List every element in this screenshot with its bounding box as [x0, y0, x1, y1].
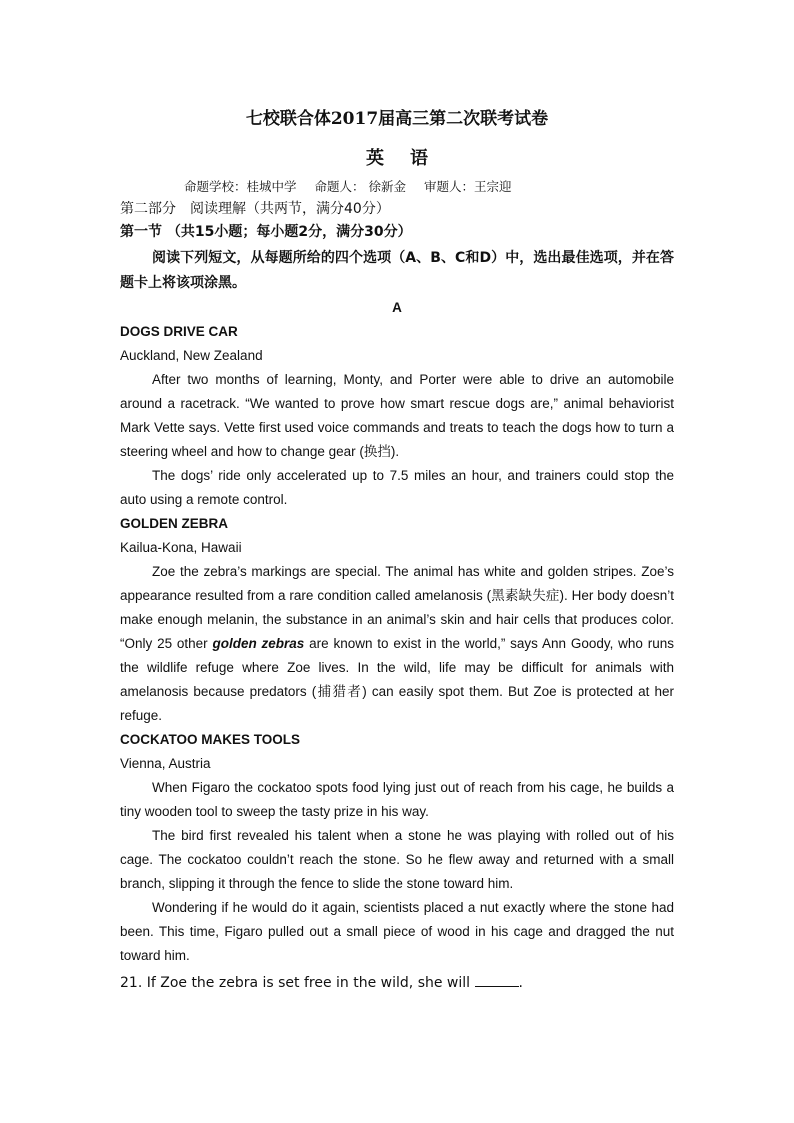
- answer-blank: [475, 974, 519, 987]
- story-paragraph: [120, 560, 674, 728]
- story-paragraph: After two months of learning, Monty, and Porter were able to drive an automobile around a racetrack. “We wanted to prove how smart rescue dogs are,” animal behaviorist Mark Vette says. Vette first used voice commands and treats to teach the dogs how to turn a steering wheel and how to change gear (换挡).: [120, 372, 674, 459]
- story-title: GOLDEN ZEBRA: [120, 516, 228, 531]
- passage-letter: A: [392, 300, 402, 315]
- question-text: If Zoe the zebra is set free in the wild, she will: [146, 975, 471, 991]
- story-place: Auckland, New Zealand: [120, 348, 263, 363]
- story-paragraph: The dogs’ ride only accelerated up to 7.5 miles an hour, and trainers could stop the auto using a remote control.: [120, 468, 674, 507]
- credit-school: 命题学校：桂城中学: [184, 179, 297, 194]
- question-end: .: [518, 975, 523, 991]
- part-heading: 第二部分 阅读理解（共两节，满分40分）: [120, 201, 390, 217]
- story-paragraph: When Figaro the cockatoo spots food lying just out of reach from his cage, he builds a tiny wooden tool to sweep the tasty prize in his way.: [120, 780, 674, 819]
- credits-line: [184, 176, 674, 198]
- story-place: Vienna, Austria: [120, 756, 211, 771]
- instruction-text: 阅读下列短文，从每题所给的四个选项（A、B、C和D）中，选出最佳选项，并在答题卡上将该项涂黑。: [120, 250, 674, 291]
- credit-reviewer: 审题人：王宗迎: [423, 179, 512, 194]
- story-title: DOGS DRIVE CAR: [120, 324, 238, 339]
- section-heading: 第一节 （共15小题；每小题2分，满分30分）: [120, 224, 412, 240]
- credit-author: 命题人： 徐新金: [314, 179, 406, 194]
- text-run: are known to exist in the world,” says Ann Goody, who runs the wildlife refuge where Zoe lives. In the wild, life may be difficult for animals with amelanosis because predators (捕猎者) can easily spot them. But Zoe is protected at her refuge.: [120, 636, 674, 723]
- story-title: COCKATOO MAKES TOOLS: [120, 732, 301, 747]
- text-run: Zoe the zebra’s markings are special. The animal has white and golden stripes. Zoe’s appearance resulted from a rare condition called amelanosis (黑素缺失症). Her body doesn’t make enough melanin, the substance in an animal’s skin and hair cells that produces color. “Only 25 other: [120, 564, 674, 651]
- subject-title: 英语: [366, 148, 454, 169]
- exam-title: 七校联合体2017届高三第二次联考试卷: [245, 109, 549, 129]
- story-paragraph: Wondering if he would do it again, scientists placed a nut exactly where the stone had been. This time, Figaro pulled out a small piece of wood in his cage and dragged the nut toward him.: [120, 900, 674, 963]
- question-21: [120, 970, 674, 996]
- exam-page: [120, 104, 674, 996]
- question-number: 21.: [120, 975, 143, 991]
- story-place: Kailua-Kona, Hawaii: [120, 540, 242, 555]
- story-paragraph: The bird first revealed his talent when a stone he was playing with rolled out of his cage. The cockatoo couldn’t reach the stone. So he flew away and returned with a small branch, slipping it through the fence to slide the stone toward him.: [120, 828, 674, 891]
- emphasized-term: golden zebras: [212, 636, 305, 651]
